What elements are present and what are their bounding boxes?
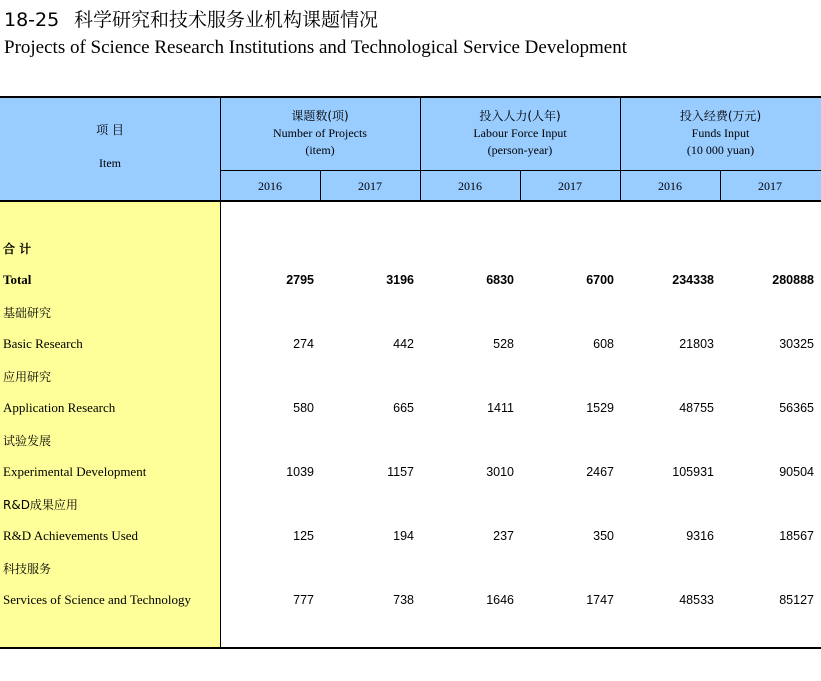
- year-header: 2016: [258, 179, 282, 193]
- year-header: 2016: [458, 179, 482, 193]
- header-rule: [0, 200, 821, 202]
- row-label-cn: R&D成果应用: [3, 498, 78, 512]
- row-label-cn: 基础研究: [3, 306, 52, 320]
- table-cell: 18567: [779, 529, 814, 543]
- table-cell: 1039: [286, 465, 314, 479]
- table-cell: 580: [293, 401, 314, 415]
- table-cell: 48755: [679, 401, 714, 415]
- group-header-projects: [220, 108, 420, 159]
- table-cell: 125: [293, 529, 314, 543]
- table-cell: 6700: [586, 273, 614, 287]
- item-column-background: [0, 202, 220, 648]
- bottom-rule: [0, 647, 821, 649]
- item-header: [0, 122, 220, 172]
- table-cell: 1157: [387, 465, 414, 479]
- row-label-en: Total: [3, 272, 32, 287]
- table-title-en: Projects of Science Research Institutions and Technological Service Development: [4, 37, 628, 58]
- table-cell: 3196: [386, 273, 414, 287]
- item-header-en: Item: [99, 156, 121, 170]
- group-header-unit: (item): [305, 143, 335, 157]
- table-cell: 1646: [486, 593, 514, 607]
- group-header-unit: (person-year): [487, 143, 553, 157]
- table-cell: 2795: [286, 273, 314, 287]
- table-cell: 280888: [772, 273, 814, 287]
- row-label-en: Services of Science and Technology: [3, 592, 192, 607]
- group-header-en: Labour Force Input: [473, 126, 567, 140]
- table-cell: 9316: [686, 529, 714, 543]
- row-label-cn: 科技服务: [3, 562, 52, 576]
- table-cell: 237: [493, 529, 514, 543]
- group-header-funds: [620, 108, 821, 159]
- table-number: 18-25: [4, 9, 60, 31]
- table-cell: 85127: [779, 593, 814, 607]
- row-label-en: Basic Research: [3, 336, 83, 351]
- year-header: 2017: [558, 179, 582, 193]
- table-cell: 608: [593, 337, 614, 351]
- group-header-cn: 投入人力(人年): [479, 109, 561, 123]
- top-rule: [0, 96, 821, 98]
- table-cell: 350: [593, 529, 614, 543]
- table-title-cn-text: 科学研究和技术服务业机构课题情况: [74, 9, 379, 31]
- row-label-en: Experimental Development: [3, 464, 147, 479]
- table-cell: 1411: [487, 401, 514, 415]
- row-label-cn: 合 计: [3, 242, 32, 256]
- table-cell: 274: [293, 337, 314, 351]
- group-header-cn: 课题数(项): [291, 109, 349, 123]
- table-cell: 1529: [586, 401, 614, 415]
- year-header: 2017: [358, 179, 382, 193]
- group-header-cn: 投入经费(万元): [679, 109, 762, 123]
- row-label-en: R&D Achievements Used: [3, 528, 139, 543]
- year-header: 2016: [658, 179, 682, 193]
- group-header-labour: [420, 108, 620, 159]
- table-cell: 21803: [679, 337, 714, 351]
- group-header-en: Funds Input: [691, 126, 750, 140]
- table-cell: 194: [393, 529, 414, 543]
- table-cell: 777: [293, 593, 314, 607]
- table-cell: 1747: [586, 593, 614, 607]
- table-title-cn: [4, 5, 378, 32]
- item-header-cn: 项 目: [96, 123, 124, 137]
- row-label-cn: 试验发展: [3, 434, 52, 448]
- table-cell: 528: [493, 337, 514, 351]
- table-cell: 56365: [779, 401, 814, 415]
- year-header: 2017: [758, 179, 782, 193]
- group-header-unit: (10 000 yuan): [686, 143, 755, 157]
- table-cell: 738: [393, 593, 414, 607]
- table-cell: 234338: [672, 273, 714, 287]
- table-cell: 30325: [779, 337, 814, 351]
- table-cell: 6830: [486, 273, 514, 287]
- table-cell: 442: [393, 337, 414, 351]
- table-cell: 665: [393, 401, 414, 415]
- table-cell: 90504: [779, 465, 814, 479]
- group-header-en: Number of Projects: [273, 126, 367, 140]
- table-cell: 105931: [672, 465, 714, 479]
- row-label-en: Application Research: [3, 400, 116, 415]
- table-cell: 2467: [586, 465, 614, 479]
- row-label-cn: 应用研究: [3, 370, 52, 384]
- table-cell: 48533: [679, 593, 714, 607]
- table-cell: 3010: [486, 465, 514, 479]
